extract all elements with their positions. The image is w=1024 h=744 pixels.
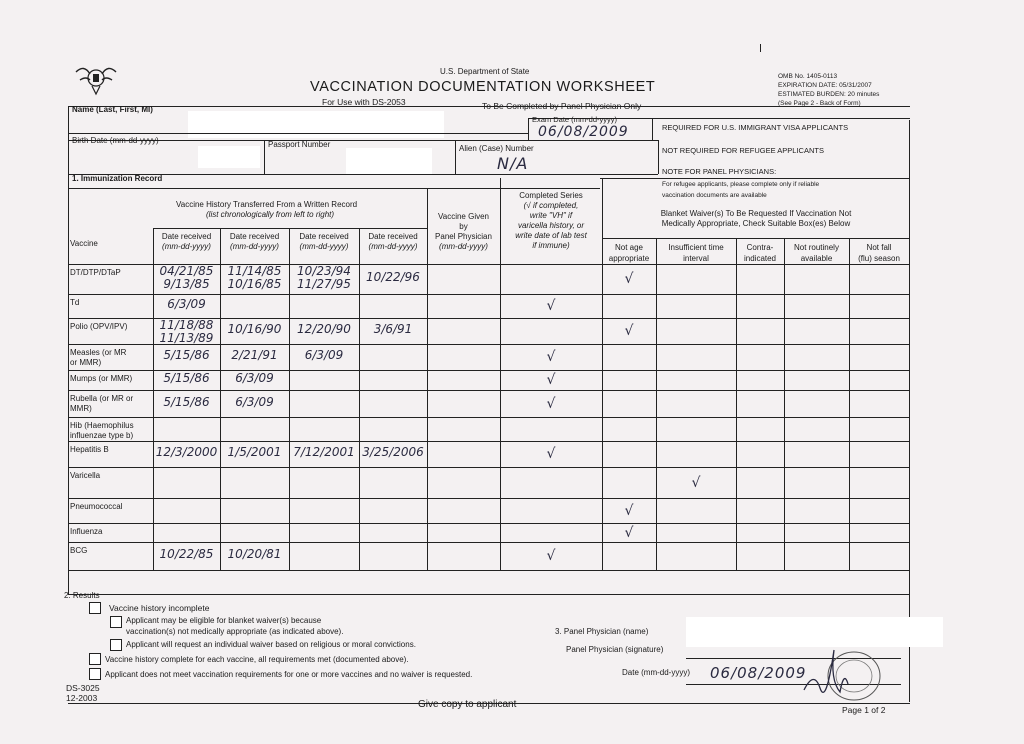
date-format-header: (mm-dd-yyyy) <box>230 242 279 251</box>
form-date: 12-2003 <box>66 693 98 703</box>
copy-note: Give copy to applicant <box>418 699 517 710</box>
physician-date-value: 06/08/2009 <box>710 664 807 682</box>
date-received-value: 6/3/09 <box>235 371 274 385</box>
date-received-value: 11/18/88 <box>159 318 214 332</box>
expiration-date: EXPIRATION DATE: 05/31/2007 <box>778 82 872 89</box>
vaccine-column-header: Vaccine <box>70 239 98 248</box>
date-received-value: 9/13/85 <box>163 277 210 291</box>
vaccine-name: Hepatitis B <box>70 445 109 454</box>
requirements-not-met-checkbox[interactable] <box>89 668 101 680</box>
margin-mark <box>760 44 761 52</box>
vaccine-given-header: Panel Physician <box>435 232 492 241</box>
table-rule <box>784 238 785 570</box>
not-required-note: NOT REQUIRED FOR REFUGEE APPLICANTS <box>662 146 824 155</box>
history-complete-label: Vaccine history complete for each vaccine, all requirements met (documented above). <box>105 655 409 664</box>
history-header: Vaccine History Transferred From a Written Record <box>176 200 358 209</box>
panel-note-line1: For refugee applicants, please complete only if reliable <box>662 181 820 188</box>
physician-signature-label: Panel Physician (signature) <box>566 645 664 654</box>
blanket-waiver-label-2: vaccination(s) not medically appropriate (as indicated above). <box>126 627 344 636</box>
state-department-seal-icon <box>74 58 118 98</box>
vaccine-given-header: by <box>459 222 468 231</box>
date-received-value: 6/3/09 <box>167 297 206 311</box>
panel-note-line2: vaccination documents are available <box>662 192 767 199</box>
vaccine-given-header: Vaccine Given <box>438 212 489 221</box>
vaccine-name: or MMR) <box>70 358 102 367</box>
department-label: U.S. Department of State <box>440 67 530 76</box>
physician-name-label: 3. Panel Physician (name) <box>555 627 649 636</box>
date-received-value: 12/20/90 <box>297 322 351 336</box>
table-rule <box>68 390 909 391</box>
completed-check: √ <box>546 349 556 365</box>
completed-check: √ <box>546 395 556 412</box>
date-received-value: 10/16/85 <box>227 277 282 291</box>
incomplete-checkbox[interactable] <box>89 602 101 614</box>
waiver-check: √ <box>624 323 634 339</box>
waiver-column-header: available <box>800 254 833 263</box>
date-received-header: Date received <box>229 232 280 241</box>
table-rule <box>68 441 909 442</box>
requirements-not-met-label: Applicant does not meet vaccination requirements for one or more vaccines and no waiver is requested. <box>105 670 473 679</box>
waiver-column-header: Not age <box>614 243 644 252</box>
waiver-header: Blanket Waiver(s) To Be Requested If Vaccination Not <box>660 209 852 218</box>
waiver-column-header: indicated <box>743 254 777 263</box>
omb-number: OMB No. 1405-0113 <box>778 73 838 80</box>
date-received-value: 10/22/96 <box>366 270 420 284</box>
date-received-value: 10/16/90 <box>227 322 282 336</box>
date-received-value: 11/13/89 <box>159 331 214 345</box>
date-received-value: 1/5/2001 <box>227 445 282 459</box>
date-received-value: 6/3/09 <box>235 394 274 409</box>
date-received-value: 11/14/85 <box>227 264 282 278</box>
incomplete-label: Vaccine history incomplete <box>109 603 210 613</box>
blanket-waiver-label: Applicant may be eligible for blanket waiver(s) because <box>126 616 322 625</box>
panel-note-title: NOTE FOR PANEL PHYSICIANS: <box>662 167 777 176</box>
vaccine-name: DT/DTP/DTaP <box>70 268 121 277</box>
table-rule <box>849 238 850 570</box>
for-use-label: For Use with DS-2053 <box>322 97 406 107</box>
completed-series-header: varicella history, or <box>517 221 585 230</box>
waiver-column-header: Contra- <box>746 243 774 252</box>
waiver-check: √ <box>624 271 634 287</box>
waiver-column-header: Not fall <box>866 243 892 252</box>
completed-by-label: To Be Completed by Panel Physician Only <box>482 101 642 111</box>
date-received-value: 3/6/91 <box>373 322 413 336</box>
page-number: Page 1 of 2 <box>842 705 886 715</box>
date-received-value: 10/22/85 <box>159 547 214 561</box>
vaccine-name: Varicella <box>70 471 101 480</box>
passport-redaction <box>346 148 432 174</box>
date-received-value: 3/25/2006 <box>362 445 424 459</box>
vaccine-name: Pneumococcal <box>70 502 123 511</box>
alien-number-value: N/A <box>497 154 529 173</box>
section2-title: 2. Results <box>64 591 100 600</box>
waiver-header: Medically Appropriate, Check Suitable Box(es) Below <box>661 219 851 228</box>
date-received-header: Date received <box>161 232 212 241</box>
table-rule <box>736 238 737 570</box>
table-rule <box>68 467 909 468</box>
date-received-value: 6/3/09 <box>304 348 344 362</box>
name-label: Name (Last, First, MI) <box>72 105 153 114</box>
completed-check: √ <box>546 548 556 564</box>
waiver-column-header: (flu) season <box>858 254 900 263</box>
birth-date-redaction <box>198 146 260 168</box>
birth-date-label: Birth Date (mm-dd-yyyy) <box>72 136 159 145</box>
vaccine-name: MMR) <box>70 404 92 413</box>
exam-date-label: Exam Date (mm-dd-yyyy) <box>532 115 618 124</box>
table-rule <box>68 294 909 295</box>
history-complete-checkbox[interactable] <box>89 653 101 665</box>
table-rule <box>656 238 657 570</box>
vaccine-name: influenzae type b) <box>70 431 134 440</box>
date-format-header: (mm-dd-yyyy) <box>299 242 349 251</box>
burden-note: (See Page 2 - Back of Form) <box>778 100 861 107</box>
alien-number-label: Alien (Case) Number <box>459 144 534 153</box>
section1-title: 1. Immunization Record <box>72 174 163 183</box>
completed-check: √ <box>546 446 556 462</box>
waiver-column-header: Insufficient time <box>668 243 724 252</box>
passport-label: Passport Number <box>268 140 331 149</box>
vaccine-name: Influenza <box>70 527 103 536</box>
exam-date-value: 06/08/2009 <box>538 124 629 140</box>
date-received-value: 7/12/2001 <box>293 445 355 459</box>
table-rule <box>68 417 909 418</box>
form-title: VACCINATION DOCUMENTATION WORKSHEET <box>310 79 656 95</box>
history-subheader: (list chronologically from left to right) <box>206 210 335 219</box>
waiver-column-header: appropriate <box>608 254 650 263</box>
date-received-header: Date received <box>299 232 349 241</box>
table-rule <box>68 542 909 543</box>
vaccine-name: Mumps (or MMR) <box>70 374 133 383</box>
waiver-check: √ <box>624 524 634 541</box>
date-received-value: 12/3/2000 <box>155 445 218 459</box>
form-number: DS-3025 <box>66 683 100 693</box>
date-format-header: (mm-dd-yyyy) <box>368 242 418 251</box>
completed-series-header: Completed Series <box>519 191 583 200</box>
vaccine-name: Polio (OPV/IPV) <box>70 322 128 331</box>
date-received-value: 5/15/86 <box>163 348 210 362</box>
waiver-check: √ <box>624 502 634 519</box>
vaccine-name: Measles (or MR <box>70 348 127 357</box>
blanket-waiver-checkbox[interactable] <box>110 616 122 628</box>
completed-series-header: write date of lab test <box>515 231 587 240</box>
date-received-value: 11/27/95 <box>297 277 351 291</box>
physician-signature-mark <box>800 640 890 710</box>
table-rule <box>68 523 909 524</box>
date-received-header: Date received <box>368 232 418 241</box>
date-received-value: 04/21/85 <box>159 264 214 278</box>
individual-waiver-checkbox[interactable] <box>110 639 122 651</box>
vaccine-name: BCG <box>70 546 88 555</box>
date-received-value: 10/20/81 <box>227 547 282 561</box>
vaccine-name: Hib (Haemophilus <box>70 421 134 430</box>
vaccine-name: Td <box>70 298 80 307</box>
completed-check: √ <box>546 372 556 388</box>
vaccine-name: Rubella (or MR or <box>70 394 134 403</box>
completed-series-header: if immune) <box>532 241 570 250</box>
date-received-value: 5/15/86 <box>163 394 210 409</box>
completed-series-header: (√ if completed, <box>523 201 579 210</box>
physician-date-label: Date (mm-dd-yyyy) <box>622 668 691 677</box>
date-received-value: 10/23/94 <box>297 264 351 278</box>
waiver-check: √ <box>691 474 701 491</box>
date-format-header: (mm-dd-yyyy) <box>162 242 211 251</box>
completed-check: √ <box>546 298 556 314</box>
waiver-column-header: Not routinely <box>794 243 839 252</box>
date-received-value: 2/21/91 <box>231 348 278 362</box>
table-rule <box>153 228 427 229</box>
completed-series-header: write "VH" if <box>529 211 573 220</box>
date-received-value: 5/15/86 <box>163 371 210 385</box>
table-rule <box>68 570 909 571</box>
individual-waiver-label: Applicant will request an individual waiver based on religious or moral convictions. <box>126 640 416 649</box>
table-rule <box>600 178 910 179</box>
required-note: REQUIRED FOR U.S. IMMIGRANT VISA APPLICANTS <box>662 123 849 132</box>
vaccine-given-header: (mm-dd-yyyy) <box>439 242 488 251</box>
table-rule <box>68 498 909 499</box>
waiver-column-header: interval <box>683 254 709 263</box>
table-rule <box>602 238 909 239</box>
estimated-burden: ESTIMATED BURDEN: 20 minutes <box>778 91 880 98</box>
